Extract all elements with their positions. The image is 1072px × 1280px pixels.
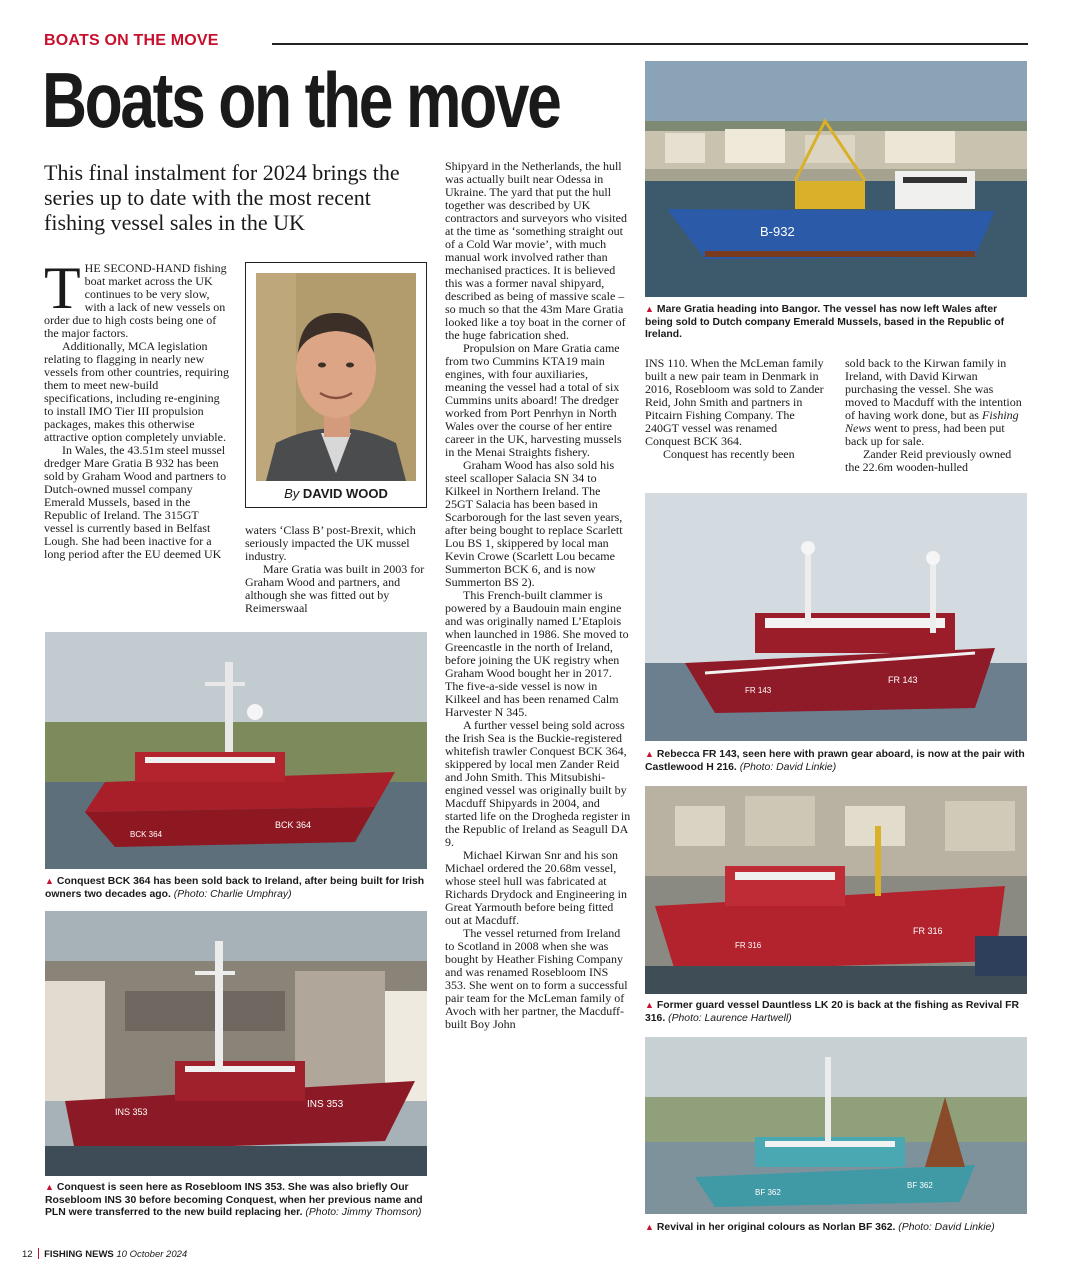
article-column-4 <box>645 357 825 461</box>
hull-mark: INS 353 <box>115 1107 148 1117</box>
photo-rebecca <box>645 493 1027 741</box>
article-column-5 <box>845 357 1027 474</box>
hull-mark: INS 353 <box>307 1099 344 1110</box>
hull-mark: BF 362 <box>907 1181 933 1190</box>
hull-mark: BCK 364 <box>275 820 312 830</box>
paragraph: Zander Reid previously owned the 22.6m wooden-hulled <box>845 447 1012 474</box>
article-column-1 <box>44 255 230 561</box>
paragraph: sold back to the Kirwan family in Ireland, with David Kirwan purchasing the vessel. She was moved to Macduff with the intention of having work done, but as Fishing News went to press, had been put back up for sale. <box>845 356 1022 448</box>
photo-conquest <box>45 632 427 869</box>
hull-mark: BCK 364 <box>130 830 163 839</box>
paragraph: waters ‘Class B’ post-Brexit, which seriously impacted the UK mussel industry. <box>245 523 416 563</box>
photo-mare-gratia <box>645 61 1027 297</box>
caption-norlan: ▲ Revival in her original colours as Norlan BF 362. (Photo: David Linkie) <box>645 1222 995 1233</box>
caption-rosebloom: ▲ Conquest is seen here as Rosebloom INS 353. She was also briefly Our Rosebloom INS 30 before becoming Conquest, when her previous name and PLN were transferred to the new build replacing her. (Photo: Jimmy Thomson) <box>45 1182 423 1218</box>
page-number: 12 <box>22 1249 33 1260</box>
paragraph: Conquest has recently been <box>663 447 795 461</box>
paragraph: HE SECOND-HAND fishing boat market across the UK continues to be very slow, with a lack of new vessels on order due to high costs being one of the major factors. <box>44 261 227 340</box>
caption-revival: ▲ Former guard vessel Dauntless LK 20 is back at the fishing as Revival FR 316. (Photo: Laurence Hartwell) <box>645 1000 1019 1024</box>
author-box <box>245 262 427 508</box>
footer-divider <box>38 1248 40 1259</box>
hull-mark: FR 316 <box>735 941 762 950</box>
paragraph: Mare Gratia was built in 2003 for Graham Wood and partners, and although she was fitted out by Reimerswaal <box>245 562 425 615</box>
photo-rosebloom <box>45 911 427 1176</box>
section-label: BOATS ON THE MOVE <box>44 32 219 49</box>
paragraph: Additionally, MCA legislation relating to flagging in nearly new vessels from other countries, requiring them to meet new-build specifications, including re-engining to install IMO Tier III propulsion packages, makes this otherwise attractive option completely unviable. <box>44 339 229 444</box>
paragraph: Propulsion on Mare Gratia came from two Cummins KTA19 main engines, with four auxiliaries, meaning the vessel had a total of six Cummins units aboard! The dredger worked from Port Penrhyn in North Wales over the course of her entire career in the UK, harvesting mussels in the Menai Straights fishery. <box>445 341 622 459</box>
drop-cap: T <box>44 255 81 321</box>
issue-date: 10 October 2024 <box>116 1249 188 1260</box>
paragraph: In Wales, the 43.51m steel mussel dredger Mare Gratia B 932 has been sold by Graham Wood and partners to Dutch-owned mussel company Emerald Mussels, based in the Republic of Ireland. The 315GT vessel is currently based in Belfast Lough. She had been inactive for a long period after the EU deemed UK <box>44 443 227 561</box>
author-photo <box>256 273 416 481</box>
hull-mark: FR 143 <box>745 686 772 695</box>
hull-mark: FR 316 <box>913 926 943 936</box>
caption-mare-gratia: ▲ Mare Gratia heading into Bangor. The vessel has now left Wales after being sold to Dutch company Emerald Mussels, based in the Republic of Ireland. <box>645 304 1005 340</box>
standfirst: This final instalment for 2024 brings the series up to date with the most recent fishing vessel sales in the UK <box>44 160 400 235</box>
byline: By DAVID WOOD <box>284 486 388 501</box>
photo-norlan <box>645 1037 1027 1214</box>
publication-name: FISHING NEWS <box>44 1249 114 1260</box>
paragraph: INS 110. When the McLeman family built a new pair team in Denmark in 2016, Rosebloom was sold to Zander Reid, John Smith and partners in Pitcairn Fishing Company. The 240GT vessel was renamed Conquest BCK 364. <box>645 356 824 448</box>
section-rule <box>272 43 1028 45</box>
article-column-3 <box>445 160 631 1031</box>
hull-mark: BF 362 <box>755 1188 781 1197</box>
paragraph: Michael Kirwan Snr and his son Michael ordered the 20.68m vessel, whose steel hull was fabricated at Richards Drydock and Engineering in Great Yarmouth before being fitted out at Macduff. <box>445 848 627 927</box>
caption-conquest: ▲ Conquest BCK 364 has been sold back to Ireland, after being built for Irish owners two decades ago. (Photo: Charlie Umphray) <box>45 876 425 900</box>
page-footer <box>22 1248 187 1260</box>
paragraph: A further vessel being sold across the Irish Sea is the Buckie-registered whitefish trawler Conquest BCK 364, skippered by local men Zander Reid and John Smith. This Mitsubishi-engined vessel was originally built by Macduff Shipyards in 2004, and started life on the Drogheda register in the Republic of Ireland as Seagull DA 9. <box>445 718 631 849</box>
paragraph: Shipyard in the Netherlands, the hull was actually built near Odessa in Ukraine. The yard that put the hull together was described by UK contractors and surveyors who visited at the time as ‘something straight out of a Cold War movie’, with much manual work involved rather than mechanised practices. It is believed this was a former naval shipyard, described as being of massive scale – so much so that the 43m Mare Gratia looked like a toy boat in the corner of the huge fabrication shed. <box>445 159 627 342</box>
paragraph: Graham Wood has also sold his steel scalloper Salacia SN 34 to Kilkeel in Northern Ireland. The 25GT Salacia has been based in Scarborough for the last seven years, after being bought to replace Scarlett Lou BS 1, skippered by local man Kevin Crowe (Scarlett Lou became Summerton BCK 6, and is now Summerton BS 2). <box>445 458 623 589</box>
headline: Boats on the move <box>42 56 560 144</box>
hull-mark: B-932 <box>760 224 795 239</box>
article-column-2 <box>245 524 431 615</box>
caption-rebecca: ▲ Rebecca FR 143, seen here with prawn gear aboard, is now at the pair with Castlewood H 216. (Photo: David Linkie) <box>645 749 1025 773</box>
photo-revival <box>645 786 1027 994</box>
hull-mark: FR 143 <box>888 675 918 685</box>
paragraph: The vessel returned from Ireland to Scotland in 2008 when she was bought by Heather Fishing Company and was renamed Rosebloom INS 353. She went on to form a successful pair team for the McLeman family of Avoch with her partner, the Macduff-built Boy John <box>445 926 628 1031</box>
paragraph: This French-built clammer is powered by a Baudouin main engine and was originally named L’Etaplois when launched in 1986. She moved to Greencastle in the north of Ireland, before joining the UK registry when Graham Wood bought her in 2017. The five-a-side vessel is now in Kilkeel and has been renamed Calm Harvester N 345. <box>445 588 629 719</box>
